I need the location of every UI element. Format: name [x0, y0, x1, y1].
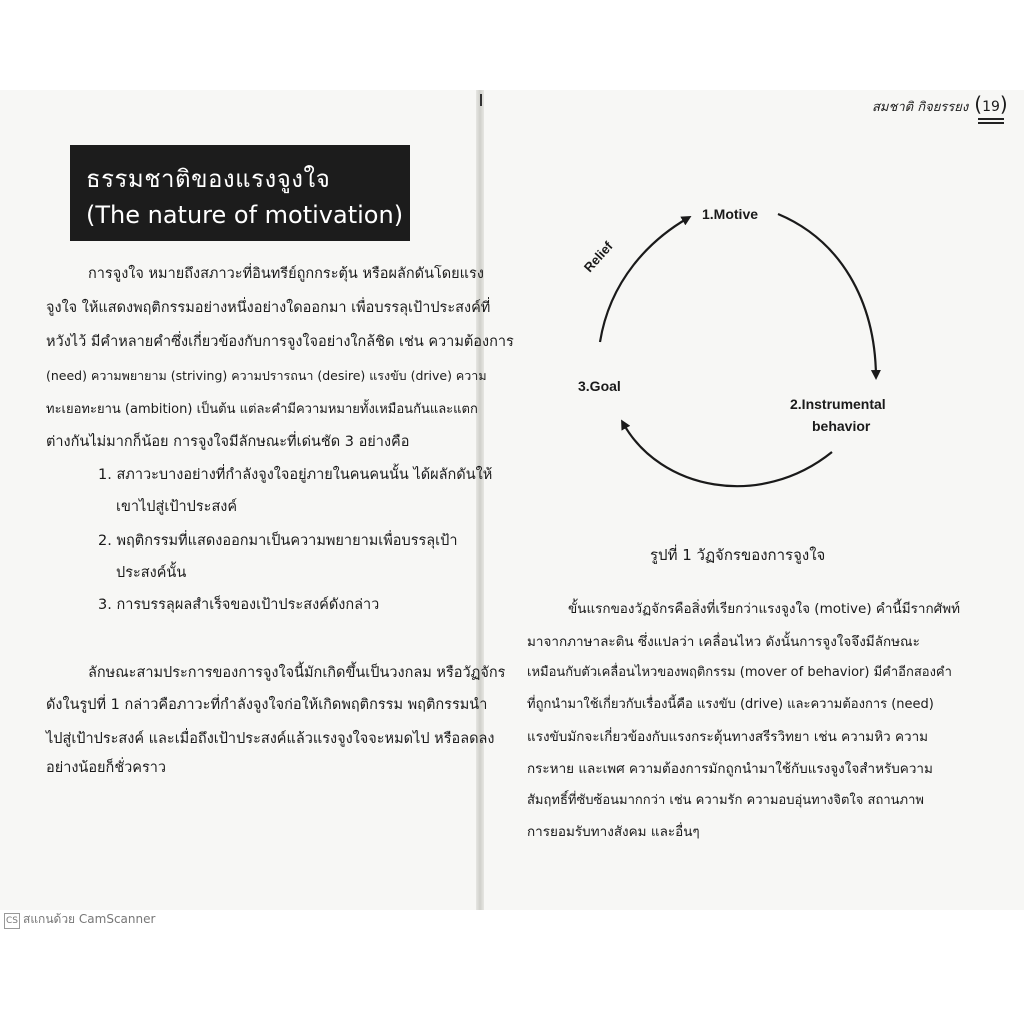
body-line: ที่ถูกนำมาใช้เกี่ยวกับเรื่องนี้คือ แรงขับ (drive) และความต้องการ (need) — [527, 697, 934, 712]
body-line: การยอมรับทางสังคม และอื่นๆ — [527, 824, 700, 840]
body-line: มาจากภาษาละติน ซึ่งแปลว่า เคลื่อนไหว ดังนั้นการจูงใจจึงมีลักษณะ — [527, 634, 920, 650]
label-goal: 3.Goal — [578, 378, 621, 394]
arrow-relief — [600, 218, 688, 342]
body-line: กระหาย และเพศ ความต้องการมักถูกนำมาใช้กับแรงจูงใจสำหรับความ — [527, 761, 933, 777]
camscanner-logo-icon: CS — [4, 913, 20, 929]
list-item: 1. สภาวะบางอย่างที่กำลังจูงใจอยู่ภายในคนคนนั้น ได้ผลักดันให้ — [98, 467, 493, 483]
running-header: สมชาติ กิจยรรยง — [872, 100, 969, 115]
intro-line: การจูงใจ หมายถึงสภาวะที่อินทรีย์ถูกกระตุ้น หรือผลักดันโดยแรง — [88, 266, 484, 282]
body-line: เหมือนกับตัวเคลื่อนไหวของพฤติกรรม (mover of behavior) มีคำอีกสองคำ — [527, 665, 952, 680]
list-item-continued: เขาไปสู่เป้าประสงค์ — [116, 499, 238, 515]
closing-line: ไปสู่เป้าประสงค์ และเมื่อถึงเป้าประสงค์แล้วแรงจูงใจจะหมดไป หรือลดลง — [46, 731, 495, 747]
watermark-text: สแกนด้วย CamScanner — [23, 912, 156, 926]
label-instrumental: 2.Instrumental — [790, 396, 886, 412]
list-item-continued: ประสงค์นั้น — [116, 565, 187, 581]
body-line: ขั้นแรกของวัฏจักรคือสิ่งที่เรียกว่าแรงจูงใจ (motive) คำนี้มีรากศัพท์ — [568, 601, 960, 617]
closing-line: ลักษณะสามประการของการจูงใจนี้มักเกิดขึ้นเป็นวงกลม หรือวัฏจักร — [88, 665, 506, 681]
intro-line: ทะเยอทะยาน (ambition) เป็นต้น แต่ละคำมีความหมายทั้งเหมือนกันและแตก — [46, 402, 478, 417]
page-number-value: 19 — [982, 99, 1000, 115]
scanner-watermark — [4, 910, 155, 929]
arrow-motive-to-behavior — [778, 214, 876, 376]
page-number: (19) — [974, 92, 1008, 116]
body-line: สัมฤทธิ์ที่ซับซ้อนมากกว่า เช่น ความรัก ความอบอุ่นทางจิตใจ สถานภาพ — [527, 793, 924, 808]
label-relief: Relief — [580, 238, 616, 275]
intro-line: จูงใจ ให้แสดงพฤติกรรมอย่างหนึ่งอย่างใดออกมา เพื่อบรรลุเป้าประสงค์ที่ — [46, 300, 491, 316]
section-title-english: (The nature of motivation) — [86, 201, 404, 229]
figure-caption: รูปที่ 1 วัฏจักรของการจูงใจ — [650, 546, 826, 564]
closing-line: ดังในรูปที่ 1 กล่าวคือภาวะที่กำลังจูงใจก่อให้เกิดพฤติกรรม พฤติกรรมนำ — [46, 697, 488, 713]
label-motive: 1.Motive — [702, 206, 759, 222]
list-item: 3. การบรรลุผลสำเร็จของเป้าประสงค์ดังกล่าว — [98, 597, 380, 613]
intro-line: หวังไว้ มีคำหลายคำซึ่งเกี่ยวข้องกับการจูงใจอย่างใกล้ชิด เช่น ความต้องการ — [46, 334, 514, 350]
label-behavior: behavior — [812, 418, 871, 434]
section-title-thai: ธรรมชาติของแรงจูงใจ — [86, 165, 331, 193]
intro-line: (need) ความพยายาม (striving) ความปรารถนา (desire) แรงขับ (drive) ความ — [46, 368, 487, 383]
body-line: แรงขับมักจะเกี่ยวข้องกับแรงกระตุ้นทางสรีรวิทยา เช่น ความหิว ความ — [527, 729, 929, 745]
closing-line: อย่างน้อยก็ชั่วคราว — [46, 760, 167, 776]
intro-line: ต่างกันไม่มากก็น้อย การจูงใจมีลักษณะที่เด่นชัด 3 อย่างคือ — [46, 434, 410, 450]
arrow-behavior-to-goal — [623, 423, 832, 486]
list-item: 2. พฤติกรรมที่แสดงออกมาเป็นความพยายามเพื่อบรรลุเป้า — [98, 533, 458, 549]
